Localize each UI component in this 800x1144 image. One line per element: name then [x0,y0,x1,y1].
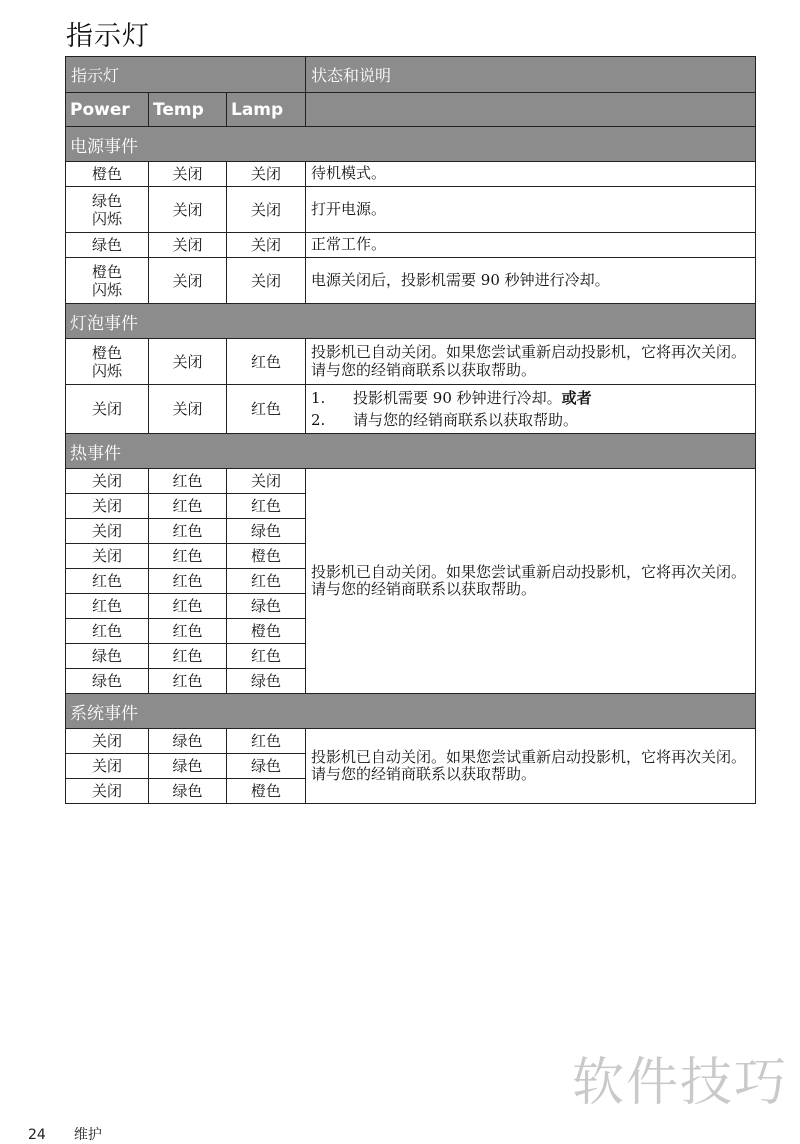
lamp-cell: 关闭 [227,162,306,187]
lamp-cell: 橙色 [227,544,306,569]
list-item [311,409,749,432]
lamp-cell: 红色 [227,729,306,754]
list-item [311,387,749,410]
lamp-cell: 红色 [227,644,306,669]
list-emphasis: 或者 [561,388,592,407]
lamp-cell: 关闭 [227,187,306,233]
lamp-cell: 橙色 [227,619,306,644]
lamp-cell: 关闭 [227,469,306,494]
lamp-cell: 红色 [227,339,306,385]
page-footer [28,1124,102,1144]
list-number: 1. [311,388,326,407]
temp-cell: 红色 [149,469,227,494]
section-title: 系统事件 [66,694,756,729]
lamp-cell: 关闭 [227,233,306,258]
power-cell: 关闭 [66,779,149,804]
column-header-blank [306,93,756,127]
section-title: 热事件 [66,434,756,469]
table-row [66,233,756,258]
section-title: 电源事件 [66,127,756,162]
temp-cell: 关闭 [149,385,227,434]
table-row [66,187,756,233]
temp-cell: 关闭 [149,258,227,304]
watermark: 软件技巧 [571,1053,788,1113]
lamp-cell: 红色 [227,385,306,434]
lamp-cell: 红色 [227,569,306,594]
lamp-cell: 关闭 [227,258,306,304]
section-header-thermal-events [66,434,756,469]
lamp-cell: 红色 [227,494,306,519]
indicator-table [65,56,756,804]
lamp-cell: 绿色 [227,754,306,779]
lamp-cell: 绿色 [227,594,306,619]
temp-cell: 红色 [149,619,227,644]
description-cell: 投影机已自动关闭。如果您尝试重新启动投影机，它将再次关闭。请与您的经销商联系以获取帮助。 [306,469,756,694]
column-header-lamp: Lamp [227,93,306,127]
description-cell: 正常工作。 [306,233,756,258]
table-row [66,258,756,304]
table-row [66,385,756,434]
power-cell: 关闭 [66,754,149,779]
power-cell: 红色 [66,569,149,594]
power-cell: 关闭 [66,519,149,544]
temp-cell: 关闭 [149,233,227,258]
description-cell: 投影机已自动关闭。如果您尝试重新启动投影机，它将再次关闭。请与您的经销商联系以获取帮助。 [306,339,756,385]
temp-cell: 关闭 [149,187,227,233]
lamp-cell: 橙色 [227,779,306,804]
table-row [66,339,756,385]
page-number: 24 [28,1127,46,1143]
power-cell: 绿色 [66,644,149,669]
power-cell: 红色 [66,619,149,644]
power-cell: 橙色 [66,162,149,187]
lamp-cell: 绿色 [227,669,306,694]
column-header-power: Power [66,93,149,127]
power-cell: 红色 [66,594,149,619]
section-header-lamp-events [66,304,756,339]
temp-cell: 红色 [149,669,227,694]
section-header-system-events [66,694,756,729]
power-cell: 绿色 闪烁 [66,187,149,233]
table-row [66,469,756,494]
list-text: 请与您的经销商联系以获取帮助。 [353,411,579,429]
power-cell: 绿色 [66,669,149,694]
column-header-temp: Temp [149,93,227,127]
temp-cell: 红色 [149,644,227,669]
lamp-cell: 绿色 [227,519,306,544]
temp-cell: 关闭 [149,162,227,187]
power-cell: 关闭 [66,729,149,754]
section-header-power-events [66,127,756,162]
power-cell: 关闭 [66,469,149,494]
section-title: 灯泡事件 [66,304,756,339]
temp-cell: 红色 [149,594,227,619]
description-cell: 打开电源。 [306,187,756,233]
list-text: 投影机需要 90 秒钟进行冷却。或者 [353,388,592,407]
temp-cell: 红色 [149,569,227,594]
table-row [66,162,756,187]
description-cell: 投影机已自动关闭。如果您尝试重新启动投影机，它将再次关闭。请与您的经销商联系以获取帮助。 [306,729,756,804]
power-cell: 关闭 [66,494,149,519]
power-cell: 关闭 [66,385,149,434]
temp-cell: 绿色 [149,754,227,779]
power-cell: 橙色 闪烁 [66,339,149,385]
power-cell: 绿色 [66,233,149,258]
page-title: 指示灯 [66,21,150,52]
footer-section-title: 维护 [73,1127,102,1143]
description-cell: 待机模式。 [306,162,756,187]
header-indicator: 指示灯 [66,57,306,93]
table-row [66,729,756,754]
temp-cell: 关闭 [149,339,227,385]
header-status: 状态和说明 [306,57,756,93]
table-column-header-row [66,93,756,127]
temp-cell: 红色 [149,494,227,519]
description-cell: 电源关闭后，投影机需要 90 秒钟进行冷却。 [306,258,756,304]
table-header-row [66,57,756,93]
power-cell: 关闭 [66,544,149,569]
temp-cell: 红色 [149,544,227,569]
description-cell [306,385,756,434]
power-cell: 橙色 闪烁 [66,258,149,304]
temp-cell: 绿色 [149,729,227,754]
temp-cell: 绿色 [149,779,227,804]
temp-cell: 红色 [149,519,227,544]
list-number: 2. [311,411,326,429]
